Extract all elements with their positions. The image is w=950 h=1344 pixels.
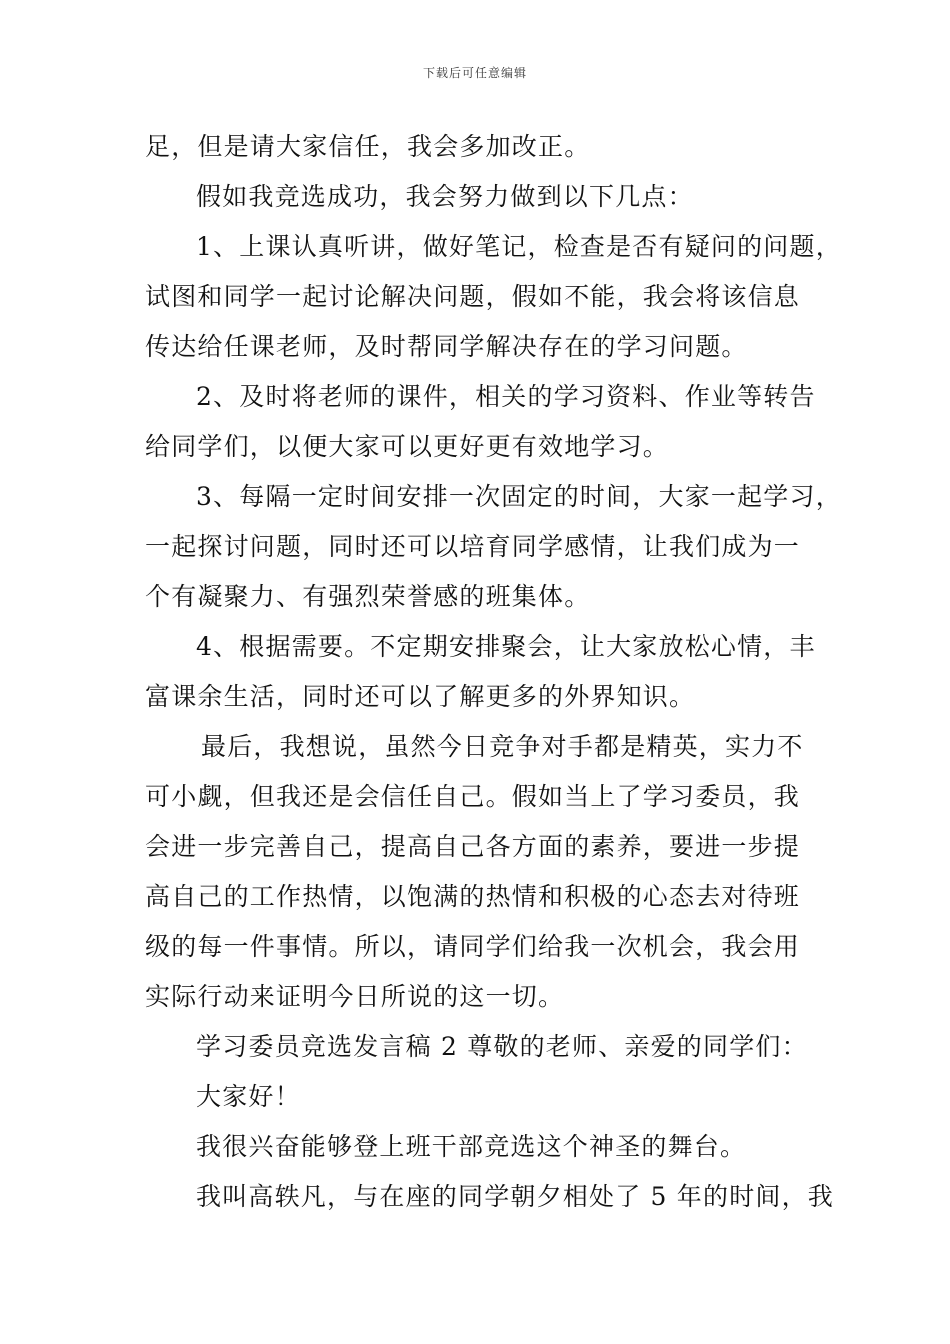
paragraph-line: 我叫高轶凡，与在座的同学朝夕相处了 5 年的时间，我 — [196, 1182, 835, 1211]
list-item-line: 4、根据需要。不定期安排聚会，让大家放松心情，丰 — [196, 632, 816, 661]
document-body — [145, 122, 842, 1222]
page-header-note: 下载后可任意编辑 — [422, 66, 527, 80]
paragraph-line: 实际行动来证明今日所说的这一切。 — [145, 982, 565, 1011]
list-item-line: 3、每隔一定时间安排一次固定的时间，大家一起学习， — [196, 482, 842, 511]
paragraph-line: 可小觑，但我还是会信任自己。假如当上了学习委员，我 — [145, 782, 801, 811]
paragraph-line: 富课余生活，同时还可以了解更多的外界知识。 — [145, 682, 696, 711]
section-title-line: 学习委员竞选发言稿 2 尊敬的老师、亲爱的同学们： — [196, 1032, 808, 1061]
paragraph-line: 假如我竞选成功，我会努力做到以下几点： — [196, 182, 694, 211]
paragraph-line: 传达给任课老师，及时帮同学解决存在的学习问题。 — [145, 332, 748, 361]
paragraph-line: 试图和同学一起讨论解决问题，假如不能，我会将该信息 — [145, 282, 801, 311]
paragraph-line: 级的每一件事情。所以，请同学们给我一次机会，我会用 — [145, 932, 801, 961]
list-item-line: 1、上课认真听讲，做好笔记，检查是否有疑问的问题， — [196, 232, 842, 261]
paragraph-line: 给同学们，以便大家可以更好更有效地学习。 — [145, 432, 670, 461]
paragraph-line: 个有凝聚力、有强烈荣誉感的班集体。 — [145, 582, 591, 611]
paragraph-line: 会进一步完善自己，提高自己各方面的素养，要进一步提 — [145, 832, 801, 861]
paragraph-line: 我很兴奋能够登上班干部竞选这个神圣的舞台。 — [196, 1132, 747, 1161]
paragraph-line: 足，但是请大家信任，我会多加改正。 — [145, 132, 591, 161]
paragraph-line: 一起探讨问题，同时还可以培育同学感情，让我们成为一 — [145, 532, 801, 561]
paragraph-line: 高自己的工作热情，以饱满的热情和积极的心态去对待班 — [145, 882, 801, 911]
paragraph-line: 最后，我想说，虽然今日竞争对手都是精英，实力不 — [201, 732, 804, 761]
list-item-line: 2、及时将老师的课件，相关的学习资料、作业等转告 — [196, 382, 816, 411]
greeting-line: 大家好！ — [196, 1082, 301, 1111]
